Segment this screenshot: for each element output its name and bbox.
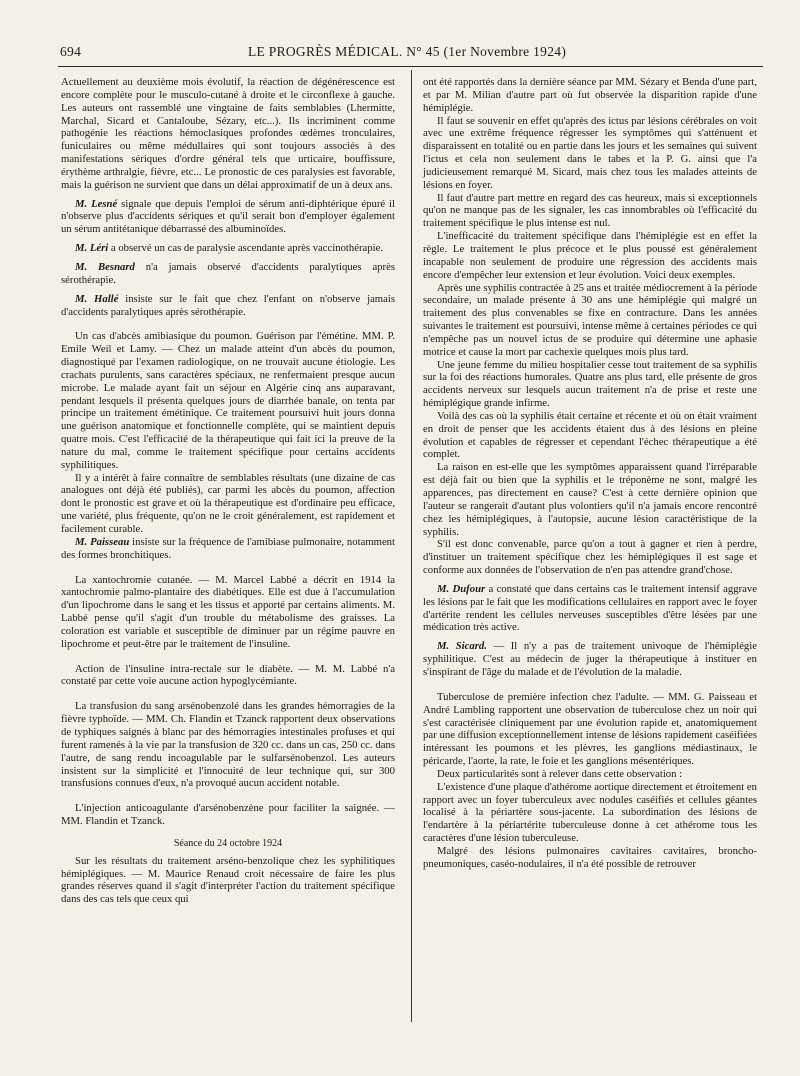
- section-paragraph: Un cas d'abcès amibiasique du poumon. Guérison par l'émétine. MM. P. Emile Weil et Lamy. — Chez un malade atteint d'un abcès du poumon, diagnostiqué par l'examen radiologique, on ne trouvait aucune étiologie. Les crachats purulents, sans caractères spéciaux, ne renfermaient presque aucun microbe. Le malade ayant fait un séjour en Algérie cinq ans auparavant, pendant lesquels il présenta quelques jours de diarrhée banale, on tenta par principe un traitement émétinique. Ce traitement poursuivi huit jours donna une guérison anatomique et fonctionnelle complète, qui se maintient depuis quatre mois. C'est l'efficacité de la thérapeutique qui fait ici la preuve de la nature du mal, comme le traitement spécifique pour certains accidents syphilitiques.: [61, 330, 395, 471]
- section-paragraph: La transfusion du sang arsénobenzolé dans les grandes hémorragies de la fièvre typhoïde. — MM. Ch. Flandin et Tzanck rapportent deux observations de typhiques saignés à blanc par des hémorragies intestinales profuses et qui furent ramenés à la vie par la transfusion de 320 cc. dans un cas, 250 cc. dans l'autre, de sang rendu incoagulable par le sulfarsénobenzol. Les auteurs insistent sur la simplicité et l'innocuité de leur technique qui, sur 300 transfusions connues d'eux, n'a provoqué aucun accident notable.: [61, 700, 395, 790]
- right-column: [423, 76, 757, 871]
- paragraph-text: — Il n'y a pas de traitement univoque de l'hémiplégie syphilitique. C'est au médecin de juger la thérapeutique à instituer en s'inspirant de l'âge du malade et de l'évolution de la maladie.: [423, 640, 757, 678]
- paragraph-text: a observé un cas de paralysie ascendante après vaccinothérapie.: [108, 242, 384, 255]
- speaker-name: M. Dufour: [437, 582, 486, 595]
- paragraph: [61, 242, 395, 255]
- paragraph: [61, 198, 395, 237]
- paragraph-text: insiste sur la fréquence de l'amibiase pulmonaire, notamment des formes bronchitiques.: [61, 535, 395, 561]
- paragraph: [61, 536, 395, 562]
- section-paragraph: L'injection anticoagulante d'arsénobenzène pour faciliter la saignée. — MM. Flandin et Tzanck.: [61, 802, 395, 828]
- paragraph: [61, 261, 395, 287]
- speaker-name: M. Hallé: [75, 292, 119, 305]
- paragraph: Malgré des lésions pulmonaires cavitaires cavitaires, broncho-pneumoniques, caséo-nodulaires, il n'a été possible de retrouver: [423, 844, 757, 870]
- paragraph: ont été rapportés dans la dernière séance par MM. Sézary et Benda d'une part, et par M. Milian d'autre part où fut observée la disparition rapide d'une hémiplégie.: [423, 76, 757, 114]
- paragraph: S'il est donc convenable, parce qu'on a tout à gagner et rien à perdre, d'instituer un traitement spécifique chez les hémiplégiques il est sage et conforme aux données de l'observation de n'en pas attendre grand'chose.: [423, 538, 757, 577]
- section-paragraph: Sur les résultats du traitement arséno-benzolique chez les syphilitiques hémiplégiques. — M. Maurice Renaud croit nécessaire de faire les plus grandes réserves quand il s'agit d'interpréter l'action du traitement spécifique dans des cas tels que ceux qui: [61, 854, 395, 906]
- paragraph: [423, 583, 757, 634]
- speaker-name: M. Paisseau: [75, 535, 130, 548]
- session-heading: Séance du 24 octobre 1924: [173, 837, 283, 849]
- paragraph: L'inefficacité du traitement spécifique dans l'hémiplégie est en effet la règle. Le traitement le plus précoce et le plus poussé est généralement incapable non seulement de produire une régression des accidents mais encore d'empêcher leur extension et leur évolution. Voici deux exemples.: [423, 230, 757, 281]
- section-paragraph: Tuberculose de première infection chez l'adulte. — MM. G. Paisseau et André Lambling rapportent une observation de tuberculose chez un noir qui s'est caractérisée cliniquement par une évolution rapide et, anatomiquement par une diffusion exceptionnellement intense de lésions rapidement caséifiées intéressant les poumons et les plèvres, les ganglions médiastinaux, le péricarde, l'aorte, la rate, le foie et les ganglions mésentériques.: [423, 690, 757, 768]
- speaker-name: M. Lesné: [75, 197, 118, 210]
- running-title: LE PROGRÈS MÉDICAL. N° 45 (1er Novembre 1924): [248, 44, 567, 59]
- paragraph: Après une syphilis contractée à 25 ans et traitée médiocrement à la période secondaire, un malade présente à 30 ans une hémiplégie qui malgré un traitement des plus convenables se fixe en contracture. Dans les années suivantes le traitement est poursuivi, intense même à certaines périodes ce qui n'empêche pas un nouvel ictus de se produire qui détermine une aphasie motrice et cause la mort par cachexie quelques mois plus tard.: [423, 281, 757, 358]
- header-rule: [58, 66, 763, 67]
- section-paragraph: La xantochromie cutanée. — M. Marcel Labbé a décrit en 1914 la xantochromie palmo-plantaire des diabétiques. Elle est due à l'accumulation d'un lipochrome dans le sang et les tissus et apporté par certains aliments. M. Labbé pense qu'il s'agit d'un trouble du métabolisme des graisses. La coloration est variable et susceptible de diminuer par un régime pauvre en lipochrome et peut-être par le traitement de l'insuline.: [61, 573, 395, 650]
- paragraph-text: signale que depuis l'emploi de sérum anti-diphtérique épuré il n'observe plus d'accidents sériques et qu'il serait bon d'employer également un sérum antitétanique débarrassé des albuminoïdes.: [61, 197, 395, 236]
- speaker-name: M. Léri: [75, 242, 109, 255]
- paragraph-text: insiste sur le fait que chez l'enfant on n'observe jamais d'accidents paralytiques après sérothérapie.: [61, 292, 395, 318]
- paragraph-text: a constaté que dans certains cas le traitement intensif aggrave les lésions par le fait que les modifications cellulaires en rapport avec le foyer d'artérite rendent les cellules nerveuses susceptibles d'être lésées par une médication très active.: [423, 582, 757, 634]
- paragraph: Actuellement au deuxième mois évolutif, la réaction de dégénérescence est encore complète pour le musculo-cutané à droite et le circonflexe à gauche. Les auteurs ont rassemblé une vingtaine de faits semblables (Lhermitte, Marchal, Sicard et Cantaloube, Sézary, etc...). Ils incriminent comme pathogénie les réactions hémoclasiques profondes œdèmes tronculaires, funiculaires ou même médullaires qui sont toujours associés à des manifestations sériques d'ordre général tels que urticaire, bouffissure, érythème arthralgie, fièvre, etc... Le pronostic de ces paralysies est favorable, mais la guérison ne survient que dans un délai approximatif de un à deux ans.: [61, 76, 395, 191]
- paragraph: Une jeune femme du milieu hospitalier cesse tout traitement de sa syphilis sur la foi des réactions humorales. Quatre ans plus tard, elle présente de gros accidents nerveux sur lesquels aucun traitement n'a de prise et reste une hémiplégique grande infirme.: [423, 358, 757, 410]
- paragraph: L'existence d'une plaque d'athérome aortique directement et étroitement en rapport avec un foyer tuberculeux avec nodules caséifiés et cellules géantes localisé à la périartère sous-jacente. La subordination des lésions de l'endartère à la périartérite tuberculeuse donne à cet athérome tous les caractères d'une lésion tuberculeuse.: [423, 780, 757, 845]
- speaker-name: M. Sicard.: [437, 640, 487, 653]
- speaker-name: M. Besnard: [75, 260, 135, 273]
- paragraph: Deux particularités sont à relever dans cette observation :: [437, 767, 683, 780]
- paragraph: La raison en est-elle que les symptômes apparaissent quand l'irréparable est déjà fait ou bien que la syphilis et le tréponème ne sont, malgré les apparences, pas directement en cause? C'est à cette dernière opinion que l'auteur se rangerait d'autant plus volontiers qu'il n'a jamais encore rencontré chez les hémiplégiques, à l'autopsie, aucune lésion caractéristique de la syphilis.: [423, 461, 757, 538]
- paragraph: Il faut d'autre part mettre en regard des cas heureux, mais si exceptionnels qu'on ne manque pas de les signaler, les cas innombrables où l'efficacité du traitement spécifique le plus intense est nul.: [423, 191, 757, 230]
- paragraph-text: n'a jamais observé d'accidents paralytiques après sérothérapie.: [61, 260, 395, 286]
- paragraph: [61, 293, 395, 319]
- column-divider: [411, 70, 412, 1022]
- page-number: 694: [60, 44, 82, 59]
- paragraph: Il faut se souvenir en effet qu'après des ictus par lésions cérébrales on voit avec une extrême fréquence régresser les symptômes qui s'atténuent et disparaissent en totalité ou en partie dans les jours et les semaines qui suivent l'ictus et cela non seulement dans le tabes et la P. G. ainsi que l'a judicieusement remarqué M. Sicard, mais chez tous les malades atteints de lésions en foyer.: [423, 114, 757, 191]
- section-paragraph: Action de l'insuline intra-rectale sur le diabète. — M. M. Labbé n'a constaté par cette voie aucune action hypoglycémiante.: [61, 662, 395, 688]
- left-column: [61, 76, 395, 906]
- paragraph: Il y a intérêt à faire connaître de semblables résultats (une dizaine de cas analogues ont déjà été publiés), car parmi les abcès du poumon, affection dont le pronostic est grave et où la thérapeutique est d'ordinaire peu efficace, une variété, plus fréquente, qu'on ne le croit généralement, est rapidement et facilement curable.: [61, 471, 395, 535]
- paragraph: [423, 640, 757, 679]
- paragraph: Voilà des cas où la syphilis était certaine et récente et où on était vraiment en droit de penser que les accidents étaient dus à des lésions en pleine évolution et capables de régresser et cependant l'échec thérapeutique a été complet.: [423, 409, 757, 461]
